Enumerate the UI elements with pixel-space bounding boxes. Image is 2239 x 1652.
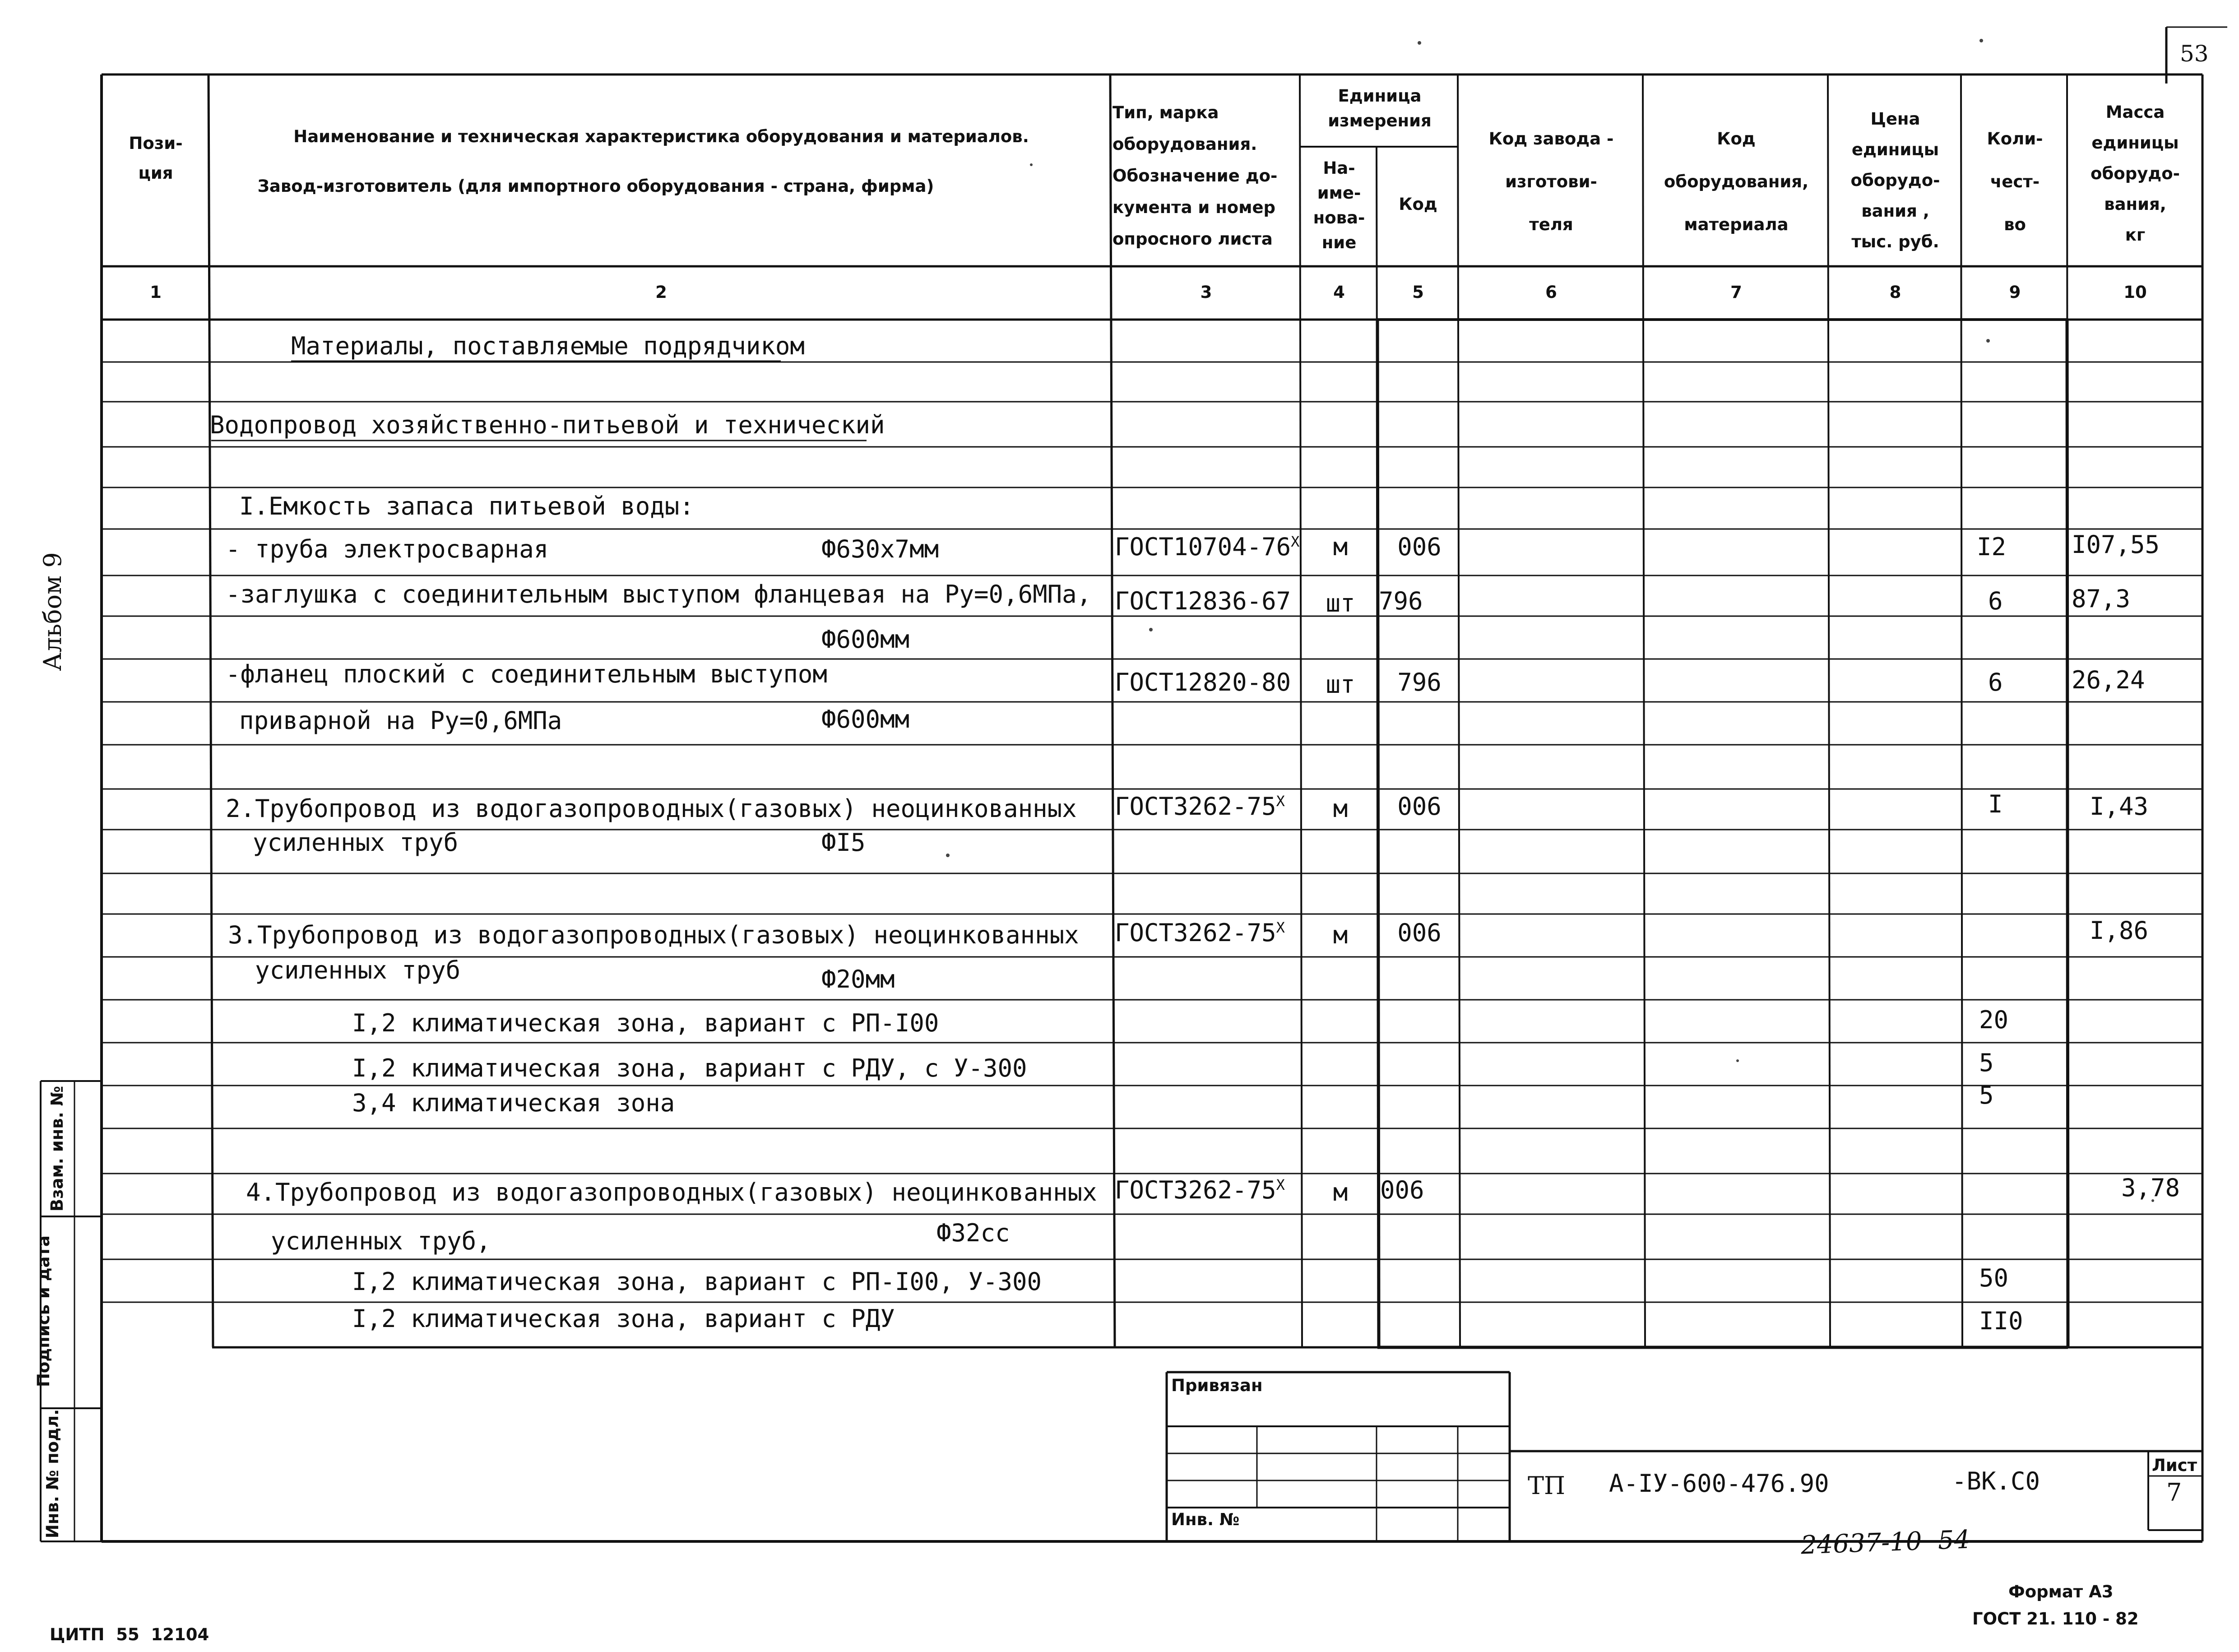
stamp-sheet-number: 7	[2166, 1478, 2182, 1507]
header-price: Цена единицы оборудо- вания , тыс. руб.	[1850, 109, 1940, 251]
item-mass: 87,3	[2072, 585, 2131, 613]
section-title: Водопровод хозяйственно-питьевой и технический	[210, 411, 885, 439]
item-doc: ГОСТ12836-67	[1115, 587, 1291, 615]
item-doc: $ГОСТ3262-75^Х$	[1115, 1176, 1285, 1204]
gost-label: ГОСТ 21. 110 - 82	[1972, 1609, 2139, 1629]
handwritten-number: 24637-10 54	[1800, 1525, 1971, 1560]
header-name-line1: Наименование и техническая характеристика оборудования и материалов.	[293, 127, 1029, 146]
item-name: усиленных труб	[253, 828, 459, 857]
header-position: Пози- ция	[129, 134, 183, 183]
header-unit-code: Код	[1399, 195, 1437, 214]
header-material-code: Код оборудования, материала	[1664, 129, 1809, 234]
item-qty: 5	[1979, 1049, 1994, 1077]
item-qty: 6	[1988, 587, 2003, 615]
item-size: Ф20мм	[821, 965, 895, 993]
col-number: 2	[655, 283, 667, 302]
item-name: I,2 климатическая зона, вариант с РДУ, с У-300	[352, 1054, 1027, 1082]
col-number: 8	[1889, 283, 1901, 302]
header-unit-group: Единица измерения	[1328, 86, 1432, 130]
item-size: Ф630х7мм	[821, 535, 939, 563]
page-number: 53	[2180, 41, 2209, 67]
item-name: - труба электросварная	[226, 535, 549, 563]
item-unit: м	[1333, 1178, 1348, 1207]
citp-label: ЦИТП 55 12104	[50, 1625, 209, 1644]
item-name: усиленных труб,	[271, 1227, 491, 1255]
item-name: I,2 климатическая зона, вариант с РП-I00, У-300	[352, 1267, 1042, 1296]
col-number: 4	[1333, 283, 1345, 302]
col-number: 6	[1545, 283, 1557, 302]
stamp-linked: Привязан	[1171, 1376, 1263, 1395]
item-name: I,2 климатическая зона, вариант с РДУ	[352, 1304, 895, 1333]
side-stamp-signature-date: Подпись и дата	[34, 1235, 53, 1387]
item-code: 006	[1397, 919, 1442, 947]
item-qty: 6	[1988, 668, 2003, 696]
header-type: Тип, марка оборудования. Обозначение до- кумента и номер опросного листа	[1113, 103, 1278, 249]
side-stamp-replaced-inv: Взам. инв. №	[47, 1086, 67, 1212]
item-name: усиленных труб	[255, 956, 461, 984]
item-name: 2.Трубопровод из водогазопроводных(газовых) неоцинкованных	[226, 794, 1077, 823]
col-number: 1	[150, 283, 162, 302]
item-code: 006	[1397, 792, 1442, 821]
item-code: 796	[1397, 668, 1442, 696]
format-label: Формат А3	[2008, 1582, 2114, 1601]
item-unit: м	[1333, 921, 1348, 949]
item-unit: м	[1333, 794, 1348, 823]
stamp-inv-number: Инв. №	[1171, 1510, 1240, 1529]
header-quantity: Коли- чест- во	[1987, 129, 2043, 234]
item-qty: I2	[1977, 533, 2007, 561]
item-size: ФI5	[821, 828, 866, 857]
item-mass: I,86	[2090, 916, 2149, 945]
item-name: приварной на Ру=0,6МПа	[239, 706, 562, 735]
item-doc: $ГОСТ3262-75^Х$	[1115, 792, 1285, 821]
item-doc: $ГОСТ3262-75^Х$	[1115, 919, 1285, 947]
item-code: 006	[1380, 1176, 1424, 1204]
col-number: 5	[1412, 283, 1424, 302]
item-code: 796	[1379, 587, 1423, 615]
col-number: 3	[1200, 283, 1212, 302]
item-code: 006	[1397, 533, 1442, 561]
item-doc: ГОСТ12820-80	[1115, 668, 1291, 696]
item-doc: $ГОСТ10704-76^Х$	[1115, 533, 1300, 561]
item-mass: I07,55	[2072, 530, 2160, 559]
item-name: 3.Трубопровод из водогазопроводных(газовых) неоцинкованных	[228, 921, 1079, 949]
header-factory-code: Код завода - изготови- теля	[1488, 129, 1614, 234]
stamp-sheet-label: Лист	[2152, 1456, 2197, 1475]
item-name: -заглушка с соединительным выступом фланцевая на Ру=0,6МПа,	[226, 580, 1092, 608]
item-size: Ф600мм	[821, 625, 910, 654]
item-name: 4.Трубопровод из водогазопроводных(газовых) неоцинкованных	[246, 1178, 1097, 1207]
item-qty: I	[1988, 790, 2003, 818]
item-unit: м	[1333, 533, 1348, 561]
side-stamp-original-inv: Инв. № подл.	[43, 1409, 62, 1539]
item-mass: 3,78	[2121, 1174, 2180, 1202]
header-name-line2: Завод-изготовитель (для импортного оборудования - страна, фирма)	[257, 176, 934, 196]
stamp-tp: ТП	[1528, 1471, 1566, 1500]
item-unit: шт	[1326, 670, 1355, 699]
album-label: Альбом 9	[38, 552, 67, 671]
item-heading: I.Емкость запаса питьевой воды:	[239, 492, 694, 520]
item-name: I,2 климатическая зона, вариант с РП-I00	[352, 1009, 939, 1037]
stamp-designation: А-IУ-600-476.90	[1609, 1469, 1829, 1498]
col-number: 9	[2009, 283, 2021, 302]
item-unit: шт	[1326, 589, 1355, 617]
item-size: Ф600мм	[821, 705, 910, 733]
col-number: 7	[1730, 283, 1742, 302]
item-qty: 20	[1979, 1006, 2009, 1034]
item-name: -фланец плоский с соединительным выступом	[226, 660, 827, 688]
section-title: Материалы, поставляемые подрядчиком	[291, 332, 805, 360]
item-mass: I,43	[2090, 792, 2149, 821]
header-mass: Масса единицы оборудо- вания, кг	[2091, 102, 2180, 245]
header-unit-name: На- име- нова- ние	[1313, 158, 1365, 252]
item-qty: 50	[1979, 1264, 2009, 1292]
item-qty: II0	[1979, 1307, 2023, 1335]
item-mass: 26,24	[2072, 666, 2145, 694]
item-name: 3,4 климатическая зона	[352, 1089, 675, 1117]
col-number: 10	[2123, 283, 2147, 302]
item-qty: 5	[1979, 1081, 1994, 1109]
item-size: Ф32сс	[936, 1219, 1010, 1247]
stamp-designation-suffix: -ВК.С0	[1952, 1467, 2040, 1495]
